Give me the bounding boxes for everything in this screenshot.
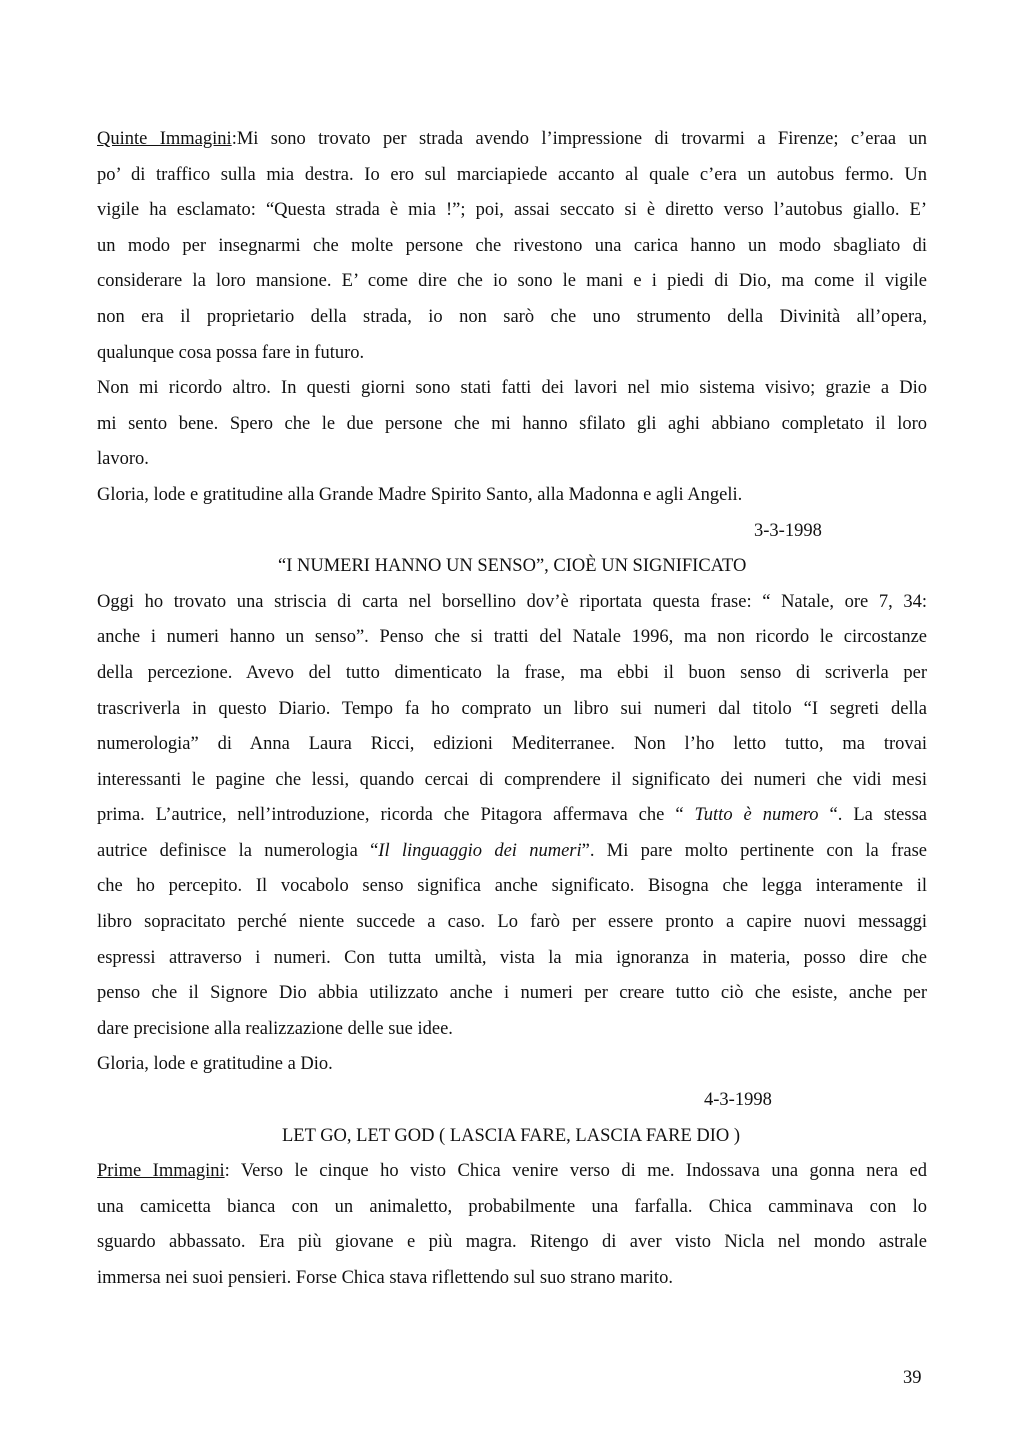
paragraph-line: anche i numeri hanno un senso”. Penso che si tratti del Natale 1996, ma non ricordo le circostanze xyxy=(97,627,927,648)
entry-title: “I NUMERI HANNO UN SENSO”, CIOÈ UN SIGNIFICATO xyxy=(278,556,747,577)
paragraph-line: dare precisione alla realizzazione delle sue idee. xyxy=(97,1018,453,1039)
paragraph-line: non era il proprietario della strada, io non sarò che uno strumento della Divinità all’opera, xyxy=(97,306,927,327)
paragraph-line: Oggi ho trovato una striscia di carta nel borsellino dov’è riportata questa frase: “ Natale, ore 7, 34: xyxy=(97,591,927,612)
paragraph-line: lavoro. xyxy=(97,449,149,470)
line-text: “. La stessa xyxy=(818,805,927,826)
paragraph-line: interessanti le pagine che lessi, quando cercai di comprendere il significato dei numeri che vidi mesi xyxy=(97,769,927,790)
line-text: prima. L’autrice, nell’introduzione, ricorda che Pitagora affermava che “ xyxy=(97,805,695,826)
paragraph-line: Non mi ricordo altro. In questi giorni sono stati fatti dei lavori nel mio sistema visivo; grazie a Dio xyxy=(97,378,927,399)
line-text: autrice definisce la numerologia “ xyxy=(97,840,379,861)
page-body xyxy=(97,122,927,1297)
paragraph-line: mi sento bene. Spero che le due persone che mi hanno sfilato gli aghi abbiano completato il loro xyxy=(97,413,927,434)
line-text: ”. Mi pare molto pertinente con la frase xyxy=(581,840,927,861)
paragraph-line: espressi attraverso i numeri. Con tutta umiltà, vista la mia ignoranza in materia, posso dire che xyxy=(97,947,927,968)
page-number: 39 xyxy=(903,1368,922,1388)
paragraph-line: penso che il Signore Dio abbia utilizzato anche i numeri per creare tutto ciò che esiste, anche per xyxy=(97,983,927,1004)
section-label: Prime Immagini xyxy=(97,1161,225,1182)
line-text: :Mi sono trovato per strada avendo l’impressione di trovarmi a Firenze; c’eraa un xyxy=(231,129,927,149)
paragraph-line: una camicetta bianca con un animaletto, probabilmente una farfalla. Chica camminava con lo xyxy=(97,1196,927,1217)
paragraph-line xyxy=(97,122,927,158)
line-text: : Verso le cinque ho visto Chica venire verso di me. Indossava una gonna nera ed xyxy=(224,1161,927,1182)
paragraph-line: po’ di traffico sulla mia destra. Io ero sul marciapiede accanto al quale c’era un autobus fermo. Un xyxy=(97,164,927,185)
paragraph-line xyxy=(97,1154,927,1190)
section-label: Quinte Immagini xyxy=(97,129,232,149)
paragraph-line: libro sopracitato perché niente succede a caso. Lo farò per essere pronto a capire nuovi messaggi xyxy=(97,912,927,933)
italic-quote: Tutto è numero xyxy=(694,805,819,826)
paragraph-line: che ho percepito. Il vocabolo senso significa anche significato. Bisogna che legga interamente il xyxy=(97,876,927,897)
paragraph-line: considerare la loro mansione. E’ come dire che io sono le mani e i piedi di Dio, ma come il vigile xyxy=(97,271,927,292)
entry-title: LET GO, LET GOD ( LASCIA FARE, LASCIA FARE DIO ) xyxy=(282,1125,741,1146)
paragraph-line: vigile ha esclamato: “Questa strada è mia !”; poi, assai seccato si è diretto verso l’autobus giallo. E’ xyxy=(97,200,927,221)
paragraph-line: Gloria, lode e gratitudine a Dio. xyxy=(97,1054,333,1075)
italic-quote: Il linguaggio dei numeri xyxy=(378,840,582,861)
paragraph-line: sguardo abbassato. Era più giovane e più magra. Ritengo di aver visto Nicla nel mondo astrale xyxy=(97,1232,927,1253)
entry-date: 3-3-1998 xyxy=(754,520,822,541)
paragraph-line: un modo per insegnarmi che molte persone che rivestono una carica hanno un modo sbagliato di xyxy=(97,235,927,256)
entry-date: 4-3-1998 xyxy=(704,1090,772,1111)
paragraph-line: Gloria, lode e gratitudine alla Grande Madre Spirito Santo, alla Madonna e agli Angeli. xyxy=(97,484,743,505)
paragraph-line xyxy=(97,798,927,834)
paragraph-line xyxy=(97,834,927,870)
paragraph-line: della percezione. Avevo del tutto dimenticato la frase, ma ebbi il buon senso di scriverla per xyxy=(97,662,927,683)
paragraph-line: trascriverla in questo Diario. Tempo fa ho comprato un libro sui numeri dal titolo “I segreti della xyxy=(97,698,927,719)
paragraph-line: immersa nei suoi pensieri. Forse Chica stava riflettendo sul suo strano marito. xyxy=(97,1268,673,1288)
paragraph-line: qualunque cosa possa fare in futuro. xyxy=(97,342,365,363)
paragraph-line: numerologia” di Anna Laura Ricci, edizioni Mediterranee. Non l’ho letto tutto, ma trovai xyxy=(97,734,927,755)
